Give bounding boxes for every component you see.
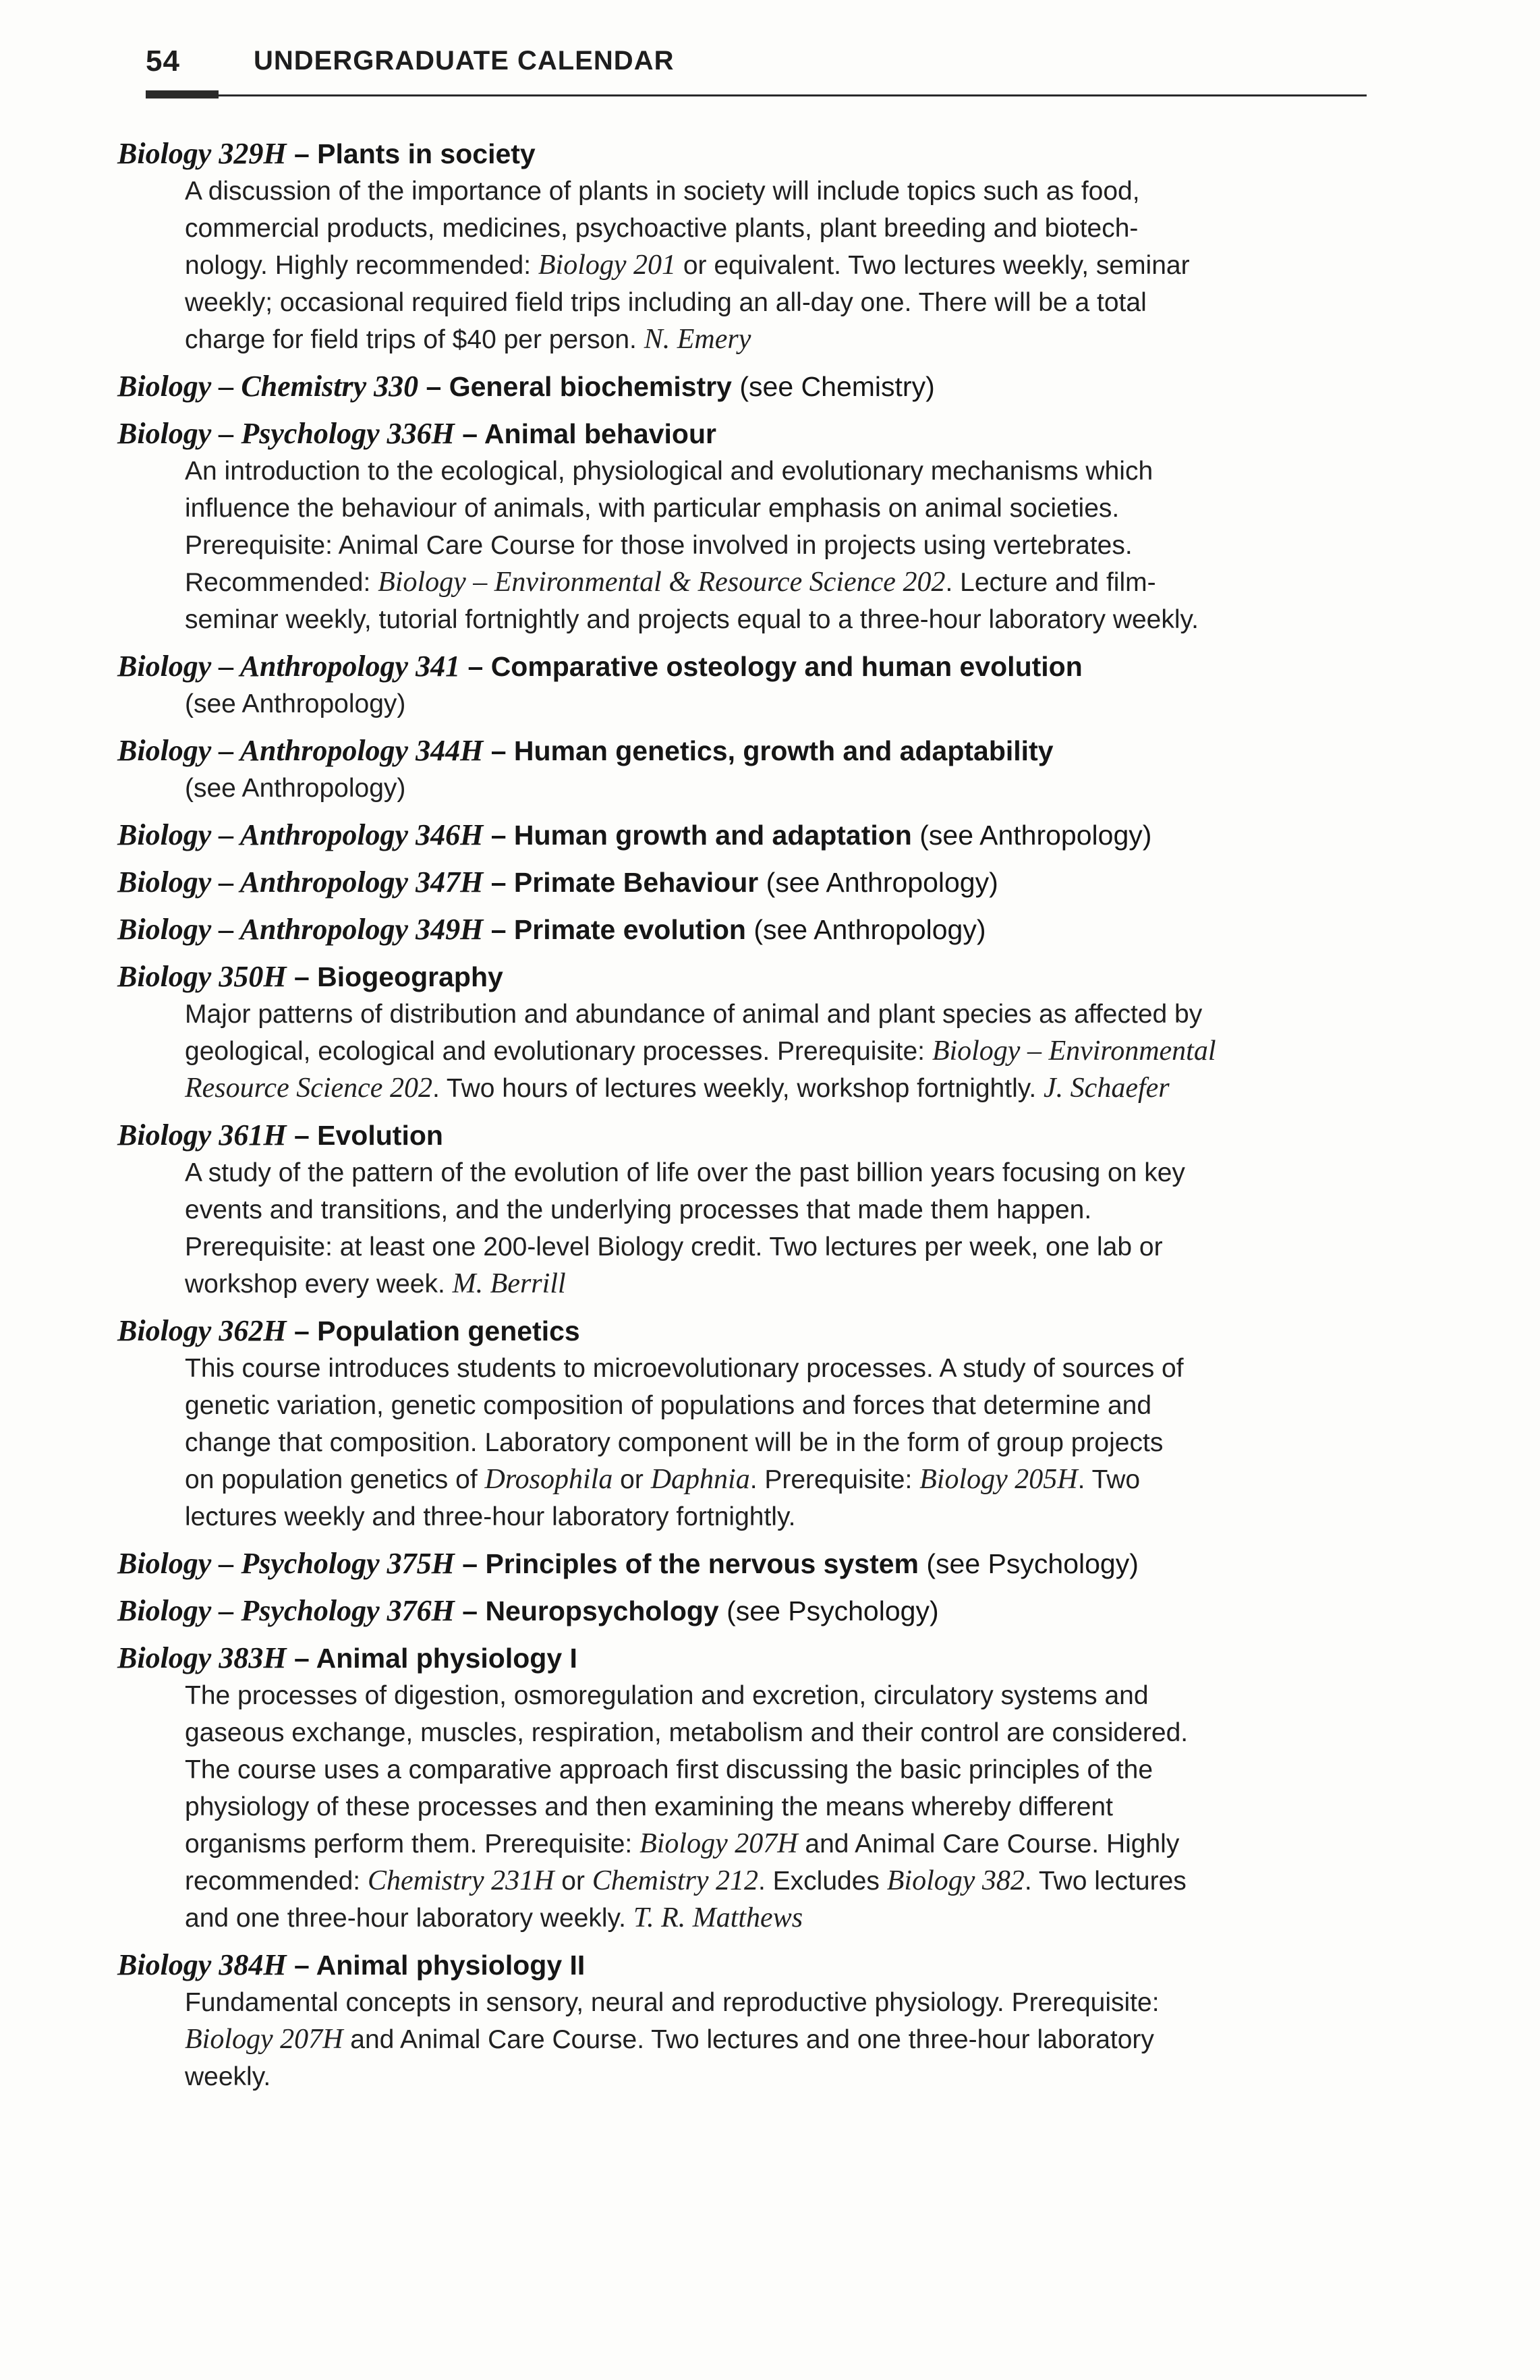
course-description <box>185 1677 1379 1937</box>
course-heading <box>117 648 1379 685</box>
course-heading <box>117 1592 1379 1630</box>
course-code: Biology 329H <box>117 137 287 170</box>
dash-separator: – <box>286 138 318 169</box>
italic-reference: Drosophila <box>484 1464 613 1495</box>
course-title: Evolution <box>317 1120 443 1151</box>
see-reference: (see Psychology) <box>726 1595 939 1626</box>
course-entry <box>117 1946 1379 2095</box>
description-text: or <box>612 1465 651 1494</box>
description-text: organisms perform them. Prerequisite: <box>185 1830 640 1859</box>
course-title: Population genetics <box>317 1315 580 1347</box>
dash-separator: – <box>454 1595 486 1626</box>
description-line <box>185 527 1379 564</box>
description-line <box>185 1714 1379 1751</box>
see-reference: (see Anthropology) <box>753 914 986 945</box>
course-heading <box>117 958 1379 996</box>
see-reference: (see Chemistry) <box>739 371 935 402</box>
description-text: . Prerequisite: <box>749 1465 920 1494</box>
description-text: recommended: <box>185 1867 368 1896</box>
description-text: seminar weekly, tutorial fortnightly and projects equal to a three-hour laboratory weekly. <box>185 605 1199 634</box>
course-code: Biology – Psychology 376H <box>117 1594 455 1627</box>
description-text: nology. Highly recommended: <box>185 251 538 280</box>
course-code: Biology – Psychology 375H <box>117 1547 455 1580</box>
italic-reference: Biology 201 <box>538 250 677 281</box>
course-code: Biology 350H <box>117 960 287 993</box>
page-number: 54 <box>146 45 180 78</box>
italic-reference: Biology 207H <box>185 2024 343 2055</box>
description-text: weekly. <box>185 2062 271 2091</box>
course-description <box>185 685 1379 722</box>
course-heading <box>117 1116 1379 1154</box>
description-text: Recommended: <box>185 568 378 597</box>
header-title: UNDERGRADUATE CALENDAR <box>254 46 675 76</box>
course-entry <box>117 1312 1379 1535</box>
course-heading <box>117 368 1379 405</box>
description-line <box>185 1461 1379 1498</box>
dash-separator: – <box>483 820 514 851</box>
description-line <box>185 1825 1379 1863</box>
description-text: . Two lectures <box>1024 1867 1187 1896</box>
course-entry <box>117 135 1379 358</box>
course-code: Biology – Chemistry 330 <box>117 370 419 403</box>
course-title: Biogeography <box>317 961 503 992</box>
dash-separator: – <box>418 371 449 402</box>
course-title: Neuropsychology <box>485 1595 719 1626</box>
course-description <box>185 1350 1379 1535</box>
course-description <box>185 770 1379 807</box>
running-header <box>146 39 1367 100</box>
italic-reference: Resource Science 202 <box>185 1073 432 1104</box>
description-text: (see Anthropology) <box>185 689 406 718</box>
course-entry <box>117 911 1379 948</box>
description-line <box>185 210 1379 247</box>
course-code: Biology 361H <box>117 1118 287 1152</box>
see-reference: (see Anthropology) <box>919 820 1152 851</box>
course-description <box>185 453 1379 638</box>
course-entry <box>117 1545 1379 1583</box>
description-line <box>185 1154 1379 1191</box>
description-line <box>185 1751 1379 1788</box>
description-text: lectures weekly and three-hour laboratory fortnightly. <box>185 1502 796 1531</box>
course-code: Biology – Psychology 336H <box>117 417 455 450</box>
description-text: . Excludes <box>758 1867 887 1896</box>
description-line <box>185 1387 1379 1424</box>
description-text: genetic variation, genetic composition of populations and forces that determine and <box>185 1391 1152 1420</box>
course-description <box>185 173 1379 358</box>
dash-separator: – <box>286 1315 318 1347</box>
course-heading <box>117 732 1379 770</box>
course-entry <box>117 1116 1379 1303</box>
course-description <box>185 1984 1379 2095</box>
course-description <box>185 996 1379 1107</box>
course-heading <box>117 911 1379 948</box>
italic-reference: Chemistry 231H <box>367 1865 554 1896</box>
course-heading <box>117 816 1379 854</box>
description-text: . Two hours of lectures weekly, workshop fortnightly. <box>432 1074 1044 1103</box>
description-line <box>185 564 1379 601</box>
course-heading <box>117 1946 1379 1984</box>
dash-separator: – <box>286 1120 318 1151</box>
description-text: events and transitions, and the underlying processes that made them happen. <box>185 1195 1092 1224</box>
description-text: The processes of digestion, osmoregulation and excretion, circulatory systems and <box>185 1681 1149 1710</box>
description-line <box>185 1984 1379 2021</box>
description-text: on population genetics of <box>185 1465 485 1494</box>
description-line <box>185 321 1379 358</box>
italic-reference: Biology 382 <box>886 1865 1025 1896</box>
course-entry <box>117 368 1379 405</box>
course-title: Animal physiology I <box>316 1643 577 1674</box>
italic-reference: J. Schaefer <box>1044 1073 1170 1104</box>
dash-separator: – <box>286 1643 316 1674</box>
course-code: Biology 383H <box>117 1641 287 1674</box>
dash-separator: – <box>483 735 514 766</box>
course-title: Human growth and adaptation <box>513 820 912 851</box>
italic-reference: Chemistry 212 <box>592 1865 758 1896</box>
description-text: geological, ecological and evolutionary processes. Prerequisite: <box>185 1037 932 1066</box>
description-text: . Two <box>1077 1465 1141 1494</box>
description-text: commercial products, medicines, psychoactive plants, plant breeding and biotech- <box>185 214 1139 243</box>
description-text: Prerequisite: at least one 200-level Biology credit. Two lectures per week, one lab or <box>185 1232 1163 1262</box>
course-heading <box>117 1312 1379 1350</box>
description-text: A study of the pattern of the evolution of life over the past billion years focusing on key <box>185 1158 1185 1187</box>
course-description <box>185 1154 1379 1303</box>
description-line <box>185 1788 1379 1825</box>
description-text: gaseous exchange, muscles, respiration, metabolism and their control are considered. <box>185 1718 1189 1747</box>
dash-separator: – <box>454 1548 486 1579</box>
course-heading <box>117 415 1379 453</box>
course-entry <box>117 648 1379 722</box>
description-text: An introduction to the ecological, physiological and evolutionary mechanisms which <box>185 457 1153 486</box>
description-line <box>185 2021 1379 2058</box>
description-text: Major patterns of distribution and abundance of animal and plant species as affected by <box>185 1000 1203 1029</box>
course-title: Primate evolution <box>513 914 746 945</box>
description-line <box>185 1228 1379 1266</box>
description-line <box>185 1900 1379 1937</box>
description-line <box>185 1191 1379 1228</box>
description-text: The course uses a comparative approach first discussing the basic principles of the <box>185 1755 1153 1784</box>
italic-reference: Daphnia <box>650 1464 750 1495</box>
course-code: Biology – Anthropology 344H <box>117 734 484 767</box>
dash-separator: – <box>286 1950 316 1981</box>
description-line <box>185 1070 1379 1107</box>
description-text: and Animal Care Course. Two lectures and one three-hour laboratory <box>343 2025 1154 2054</box>
description-text: or equivalent. Two lectures weekly, seminar <box>676 251 1190 280</box>
italic-reference: N. Emery <box>644 324 751 355</box>
dash-separator: – <box>483 914 514 945</box>
description-line <box>185 996 1379 1033</box>
description-line <box>185 601 1379 638</box>
description-text: and one three-hour laboratory weekly. <box>185 1904 633 1933</box>
description-text: Prerequisite: Animal Care Course for those involved in projects using vertebrates. <box>185 531 1133 560</box>
description-line <box>185 453 1379 490</box>
description-line <box>185 490 1379 527</box>
description-text: physiology of these processes and then examining the means whereby different <box>185 1792 1113 1821</box>
course-title: Comparative osteology and human evolution <box>490 651 1083 682</box>
course-code: Biology – Anthropology 346H <box>117 818 484 851</box>
description-line <box>185 1350 1379 1387</box>
dash-separator: – <box>483 867 514 898</box>
course-entry <box>117 816 1379 854</box>
italic-reference: M. Berrill <box>452 1268 566 1299</box>
course-entry <box>117 1639 1379 1937</box>
description-text: . Lecture and film- <box>945 568 1156 597</box>
course-heading <box>117 135 1379 173</box>
course-code: Biology 384H <box>117 1948 287 1981</box>
description-line <box>185 1424 1379 1461</box>
dash-separator: – <box>454 418 484 449</box>
description-line <box>185 685 1379 722</box>
dash-separator: – <box>286 961 318 992</box>
italic-reference: T. R. Matthews <box>633 1902 803 1933</box>
course-title: Plants in society <box>317 138 536 169</box>
see-reference: (see Anthropology) <box>766 867 998 898</box>
header-rule <box>146 94 1367 96</box>
description-text: and Animal Care Course. Highly <box>797 1830 1180 1859</box>
description-text: (see Anthropology) <box>185 774 406 803</box>
course-title: General biochemistry <box>449 371 732 402</box>
description-text: workshop every week. <box>185 1270 453 1299</box>
description-line <box>185 284 1379 321</box>
description-text: weekly; occasional required field trips including an all-day one. There will be a total <box>185 288 1147 317</box>
course-heading <box>117 1639 1379 1677</box>
description-line <box>185 1033 1379 1070</box>
course-entry <box>117 732 1379 807</box>
description-text: charge for field trips of $40 per person. <box>185 325 644 354</box>
description-line <box>185 770 1379 807</box>
italic-reference: Biology 207H <box>639 1828 798 1859</box>
course-code: Biology – Anthropology 341 <box>117 650 461 683</box>
course-title: Animal physiology II <box>316 1950 586 1981</box>
italic-reference: Biology – Environmental & Resource Science 202 <box>378 567 946 598</box>
course-entry <box>117 415 1379 638</box>
description-line <box>185 1677 1379 1714</box>
course-code: Biology – Anthropology 347H <box>117 866 484 899</box>
description-text: or <box>554 1867 592 1896</box>
description-line <box>185 1863 1379 1900</box>
course-heading <box>117 863 1379 901</box>
description-line <box>185 1266 1379 1303</box>
description-text: Fundamental concepts in sensory, neural and reproductive physiology. Prerequisite: <box>185 1988 1160 2017</box>
dash-separator: – <box>460 651 491 682</box>
course-entry <box>117 1592 1379 1630</box>
italic-reference: Biology 205H <box>919 1464 1078 1495</box>
description-line <box>185 247 1379 284</box>
description-text: This course introduces students to microevolutionary processes. A study of sources of <box>185 1354 1184 1383</box>
description-text: change that composition. Laboratory component will be in the form of group projects <box>185 1428 1164 1457</box>
italic-reference: Biology – Environmental <box>932 1036 1216 1067</box>
course-title: Principles of the nervous system <box>485 1548 919 1579</box>
course-code: Biology 362H <box>117 1314 287 1347</box>
course-title: Primate Behaviour <box>513 867 759 898</box>
course-title: Human genetics, growth and adaptability <box>513 735 1054 766</box>
course-entry <box>117 958 1379 1107</box>
course-heading <box>117 1545 1379 1583</box>
description-line <box>185 1498 1379 1535</box>
description-text: influence the behaviour of animals, with particular emphasis on animal societies. <box>185 494 1120 523</box>
course-code: Biology – Anthropology 349H <box>117 913 484 946</box>
course-entry <box>117 863 1379 901</box>
course-title: Animal behaviour <box>484 418 716 449</box>
description-line <box>185 173 1379 210</box>
see-reference: (see Psychology) <box>926 1548 1139 1579</box>
description-line <box>185 2058 1379 2095</box>
course-list <box>117 135 1379 2105</box>
description-text: A discussion of the importance of plants in society will include topics such as food, <box>185 177 1140 206</box>
